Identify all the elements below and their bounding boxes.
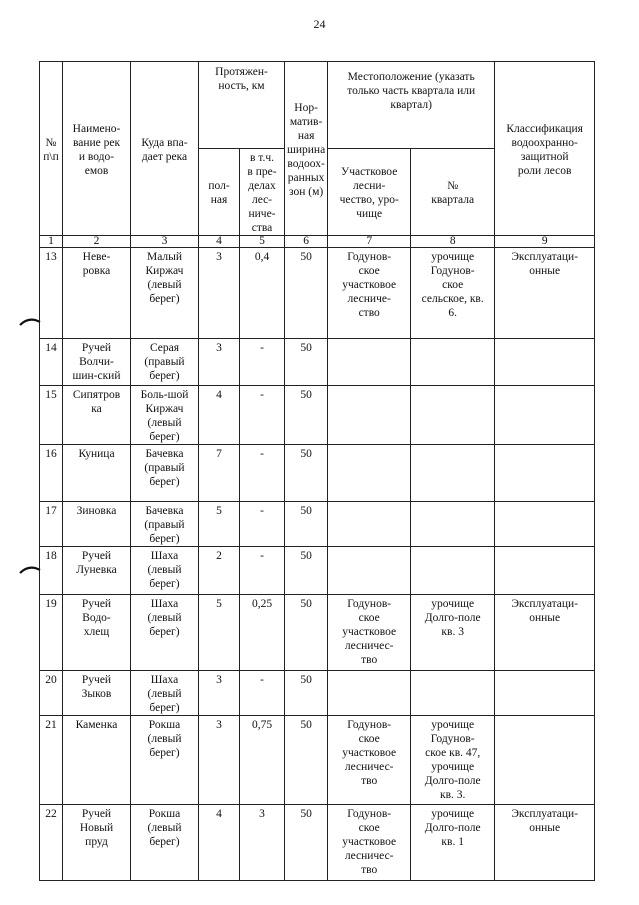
classification: Эксплуатаци- онные [495, 805, 595, 881]
flows-into: Боль-шой Киржач (левый берег) [131, 386, 199, 445]
flows-into: Рокша (левый берег) [131, 805, 199, 881]
length-full: 3 [199, 671, 240, 716]
binding-mark-icon [19, 318, 41, 326]
river-name: Неве- ровка [63, 248, 131, 339]
protection-width: 50 [285, 248, 328, 339]
row-number: 15 [40, 386, 63, 445]
location-district: Годунов- ское участковое лесничес- тво [328, 805, 411, 881]
row-number: 19 [40, 595, 63, 671]
location-district: Годунов- ское участковое лесниче- ство [328, 248, 411, 339]
table-row [40, 502, 595, 547]
length-full: 4 [199, 386, 240, 445]
table-row [40, 547, 595, 595]
row-number: 22 [40, 805, 63, 881]
location-quarter: урочище Долго-поле кв. 1 [411, 805, 495, 881]
length-full: 3 [199, 716, 240, 805]
location-quarter: урочище Годунов- ское кв. 47, урочище Долго-поле кв. 3. [411, 716, 495, 805]
length-forest: 0,4 [240, 248, 285, 339]
river-name: Ручей Водо- хлещ [63, 595, 131, 671]
header-number: № п\п [40, 62, 63, 236]
location-district [328, 386, 411, 445]
classification [495, 671, 595, 716]
river-name: Сипятров ка [63, 386, 131, 445]
row-number: 18 [40, 547, 63, 595]
header-flows-into: Куда впа- дает река [131, 62, 199, 236]
header-classification: Классификация водоохранно- защитной роли лесов [495, 62, 595, 236]
classification [495, 445, 595, 502]
river-name: Зиновка [63, 502, 131, 547]
flows-into: Малый Киржач (левый берег) [131, 248, 199, 339]
classification [495, 502, 595, 547]
classification [495, 339, 595, 386]
length-forest: - [240, 339, 285, 386]
table-row [40, 805, 595, 881]
classification [495, 716, 595, 805]
length-full: 4 [199, 805, 240, 881]
column-number-4: 4 [199, 236, 240, 248]
flows-into: Шаха (левый берег) [131, 595, 199, 671]
length-forest: - [240, 445, 285, 502]
river-name: Ручей Новый пруд [63, 805, 131, 881]
column-number-9: 9 [495, 236, 595, 248]
river-name: Ручей Волчи- шин-ский [63, 339, 131, 386]
table-row [40, 339, 595, 386]
classification [495, 386, 595, 445]
location-quarter [411, 445, 495, 502]
classification: Эксплуатаци- онные [495, 595, 595, 671]
length-full: 3 [199, 339, 240, 386]
river-name: Каменка [63, 716, 131, 805]
length-forest: - [240, 502, 285, 547]
location-district [328, 502, 411, 547]
flows-into: Шаха (левый берег) [131, 671, 199, 716]
length-forest: 0,25 [240, 595, 285, 671]
row-number: 16 [40, 445, 63, 502]
header-name: Наимено- вание рек и водо- емов [63, 62, 131, 236]
flows-into: Бачевка (правый берег) [131, 445, 199, 502]
location-district: Годунов- ское участковое лесничес- тво [328, 716, 411, 805]
row-number: 21 [40, 716, 63, 805]
protection-width: 50 [285, 339, 328, 386]
header-location-quarter: № квартала [411, 149, 495, 236]
column-number-5: 5 [240, 236, 285, 248]
page-number: 24 [313, 17, 326, 31]
table-row [40, 595, 595, 671]
location-quarter: урочище Годунов- ское сельское, кв. 6. [411, 248, 495, 339]
length-full: 5 [199, 595, 240, 671]
column-number-6: 6 [285, 236, 328, 248]
location-quarter [411, 386, 495, 445]
protection-width: 50 [285, 547, 328, 595]
classification [495, 547, 595, 595]
location-district [328, 547, 411, 595]
header-location: Местоположение (указать только часть квартала или квартал) [328, 62, 495, 149]
location-quarter [411, 547, 495, 595]
header-width: Нор- матив- ная ширина водоох- ранных зон (м) [285, 62, 328, 236]
table-row [40, 248, 595, 339]
column-number-8: 8 [411, 236, 495, 248]
row-number: 13 [40, 248, 63, 339]
table-row [40, 445, 595, 502]
location-district [328, 445, 411, 502]
location-quarter: урочище Долго-поле кв. 3 [411, 595, 495, 671]
location-district: Годунов- ское участковое лесничес- тво [328, 595, 411, 671]
header-location-district: Участковое лесни- чество, уро- чище [328, 149, 411, 236]
flows-into: Серая (правый берег) [131, 339, 199, 386]
location-quarter [411, 502, 495, 547]
length-forest: - [240, 547, 285, 595]
row-number: 17 [40, 502, 63, 547]
flows-into: Рокша (левый берег) [131, 716, 199, 805]
protection-width: 50 [285, 805, 328, 881]
length-forest: - [240, 671, 285, 716]
length-forest: 3 [240, 805, 285, 881]
column-number-1: 1 [40, 236, 63, 248]
column-number-2: 2 [63, 236, 131, 248]
protection-width: 50 [285, 716, 328, 805]
length-full: 2 [199, 547, 240, 595]
length-full: 5 [199, 502, 240, 547]
binding-mark-icon [19, 566, 41, 574]
water-bodies-table [39, 61, 595, 881]
length-forest: 0,75 [240, 716, 285, 805]
table-row [40, 671, 595, 716]
table-row [40, 716, 595, 805]
protection-width: 50 [285, 502, 328, 547]
protection-width: 50 [285, 445, 328, 502]
length-full: 7 [199, 445, 240, 502]
river-name: Ручей Зыков [63, 671, 131, 716]
location-district [328, 671, 411, 716]
column-number-3: 3 [131, 236, 199, 248]
header-length: Протяжен- ность, км [199, 62, 285, 149]
protection-width: 50 [285, 595, 328, 671]
column-number-7: 7 [328, 236, 411, 248]
location-district [328, 339, 411, 386]
flows-into: Шаха (левый берег) [131, 547, 199, 595]
river-name: Ручей Луневка [63, 547, 131, 595]
location-quarter [411, 671, 495, 716]
length-forest: - [240, 386, 285, 445]
protection-width: 50 [285, 386, 328, 445]
river-name: Куница [63, 445, 131, 502]
row-number: 14 [40, 339, 63, 386]
classification: Эксплуатаци- онные [495, 248, 595, 339]
flows-into: Бачевка (правый берег) [131, 502, 199, 547]
row-number: 20 [40, 671, 63, 716]
location-quarter [411, 339, 495, 386]
table-row [40, 386, 595, 445]
header-length-forest: в т.ч. в пре- делах лес- ниче- ства [240, 149, 285, 236]
header-length-full: пол- ная [199, 149, 240, 236]
protection-width: 50 [285, 671, 328, 716]
length-full: 3 [199, 248, 240, 339]
